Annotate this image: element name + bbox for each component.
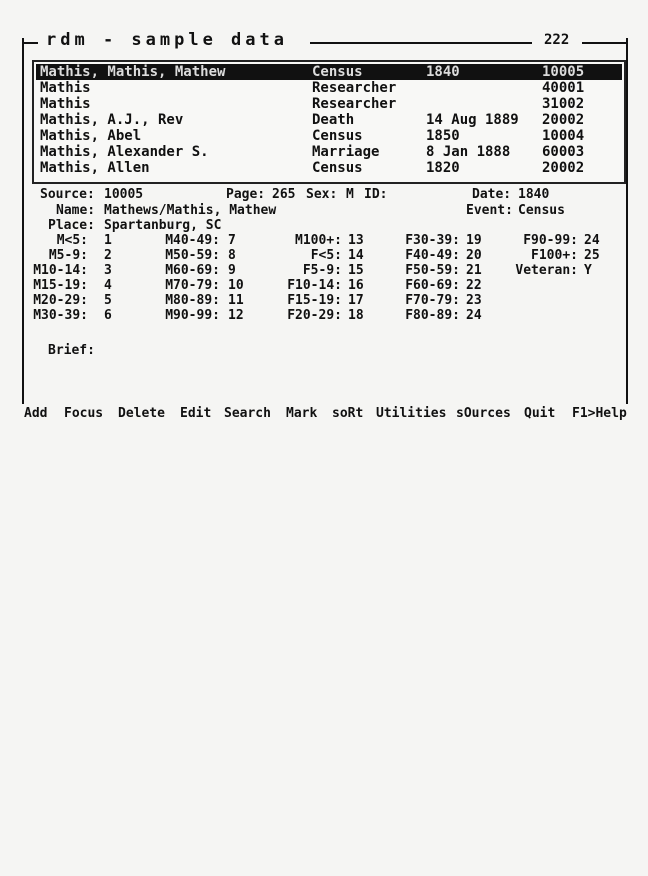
row-id: 10004 — [542, 128, 585, 144]
sex-label: Sex: — [306, 187, 338, 202]
tally-field[interactable]: 19 — [466, 233, 482, 248]
row-name: Mathis, Allen — [40, 160, 150, 176]
tally-field[interactable]: 6 — [104, 308, 112, 323]
tally-field[interactable]: 2 — [104, 248, 112, 263]
window-border-top — [24, 42, 38, 44]
window-border-top — [582, 42, 626, 44]
menu-bar — [22, 406, 628, 424]
row-id: 20002 — [542, 112, 585, 128]
source-label: Source: — [40, 187, 95, 202]
menu-sources[interactable]: sOurces — [456, 406, 511, 421]
tally-label: M5-9: — [48, 248, 88, 263]
tally-label: F60-69: — [405, 278, 460, 293]
tally-field[interactable]: 10 — [228, 278, 244, 293]
tally-label: F5-9: — [302, 263, 342, 278]
tally-label: M90-99: — [165, 308, 220, 323]
list-row[interactable] — [36, 144, 622, 160]
page-label: Page: — [226, 187, 266, 202]
menu-utilities[interactable]: Utilities — [376, 406, 447, 421]
row-event: Census — [312, 128, 363, 144]
tally-field[interactable]: 18 — [348, 308, 364, 323]
page-field[interactable]: 265 — [272, 187, 296, 202]
row-event: Researcher — [312, 96, 397, 112]
tally-field[interactable]: 23 — [466, 293, 482, 308]
menu-help[interactable]: F1>Help — [572, 406, 627, 421]
tally-field[interactable]: 24 — [584, 233, 600, 248]
tally-label: M50-59: — [165, 248, 220, 263]
veteran-field[interactable]: Y — [584, 263, 592, 278]
tally-field[interactable]: 1 — [104, 233, 112, 248]
tally-label: F20-29: — [287, 308, 342, 323]
tally-label: M40-49: — [165, 233, 220, 248]
tally-label: M60-69: — [165, 263, 220, 278]
list-row[interactable] — [36, 160, 622, 176]
event-label: Event: — [466, 203, 513, 218]
tally-label: F80-89: — [405, 308, 460, 323]
tally-field[interactable]: 24 — [466, 308, 482, 323]
source-field[interactable]: 10005 — [104, 187, 144, 202]
tally-label: F100+: — [531, 248, 578, 263]
tally-label: M70-79: — [165, 278, 220, 293]
tally-label: M<5: — [56, 233, 88, 248]
date-field[interactable]: 1840 — [518, 187, 550, 202]
list-row[interactable] — [36, 64, 622, 80]
tally-label: F<5: — [310, 248, 342, 263]
tally-label: F15-19: — [287, 293, 342, 308]
id-label: ID: — [364, 187, 388, 202]
tally-field[interactable]: 8 — [228, 248, 236, 263]
menu-search[interactable]: Search — [224, 406, 271, 421]
tally-field[interactable]: 25 — [584, 248, 600, 263]
record-list[interactable] — [32, 60, 626, 184]
tally-label: M15-19: — [33, 278, 88, 293]
tally-field[interactable]: 12 — [228, 308, 244, 323]
row-name: Mathis — [40, 80, 91, 96]
row-id: 40001 — [542, 80, 585, 96]
tally-field[interactable]: 7 — [228, 233, 236, 248]
tally-field[interactable]: 5 — [104, 293, 112, 308]
tally-label: F10-14: — [287, 278, 342, 293]
tally-label: F90-99: — [523, 233, 578, 248]
brief-label: Brief: — [48, 343, 95, 358]
tally-field[interactable]: 13 — [348, 233, 364, 248]
list-row[interactable] — [36, 128, 622, 144]
window-border-top — [310, 42, 532, 44]
tally-field[interactable]: 20 — [466, 248, 482, 263]
tally-field[interactable]: 11 — [228, 293, 244, 308]
date-label: Date: — [472, 187, 512, 202]
tally-field[interactable]: 4 — [104, 278, 112, 293]
row-event: Census — [312, 160, 363, 176]
tally-label: M20-29: — [33, 293, 88, 308]
menu-mark[interactable]: Mark — [286, 406, 318, 421]
list-row[interactable] — [36, 80, 622, 96]
tally-field[interactable]: 3 — [104, 263, 112, 278]
tally-field[interactable]: 9 — [228, 263, 236, 278]
place-field[interactable]: Spartanburg, SC — [104, 218, 222, 233]
record-count: 222 — [544, 32, 570, 48]
place-label: Place: — [48, 218, 95, 233]
row-event: Researcher — [312, 80, 397, 96]
row-id: 20002 — [542, 160, 585, 176]
row-date: 1840 — [426, 64, 460, 80]
veteran-label: Veteran: — [515, 263, 578, 278]
tally-label: M30-39: — [33, 308, 88, 323]
row-name: Mathis, Abel — [40, 128, 142, 144]
list-row[interactable] — [36, 112, 622, 128]
menu-quit[interactable]: Quit — [524, 406, 556, 421]
tally-label: F30-39: — [405, 233, 460, 248]
row-event: Marriage — [312, 144, 380, 160]
age-tally-grid — [0, 233, 648, 328]
tally-field[interactable]: 22 — [466, 278, 482, 293]
row-date: 1850 — [426, 128, 460, 144]
tally-field[interactable]: 15 — [348, 263, 364, 278]
menu-focus[interactable]: Focus — [64, 406, 104, 421]
row-date: 1820 — [426, 160, 460, 176]
row-name: Mathis, Alexander S. — [40, 144, 209, 160]
tally-label: F40-49: — [405, 248, 460, 263]
tally-field[interactable]: 14 — [348, 248, 364, 263]
tally-label: M80-89: — [165, 293, 220, 308]
menu-add[interactable]: Add — [24, 406, 48, 421]
name-field[interactable]: Mathews/Mathis, Mathew — [104, 203, 277, 218]
window-title: rdm - sample data — [46, 30, 288, 50]
row-date: 8 Jan 1888 — [426, 144, 511, 160]
tally-label: M10-14: — [33, 263, 88, 278]
tally-label: M100+: — [295, 233, 342, 248]
row-name: Mathis — [40, 96, 91, 112]
tally-label: F70-79: — [405, 293, 460, 308]
tally-field[interactable]: 16 — [348, 278, 364, 293]
window-border-right — [626, 38, 628, 404]
row-id: 60003 — [542, 144, 585, 160]
list-row[interactable] — [36, 96, 622, 112]
row-event: Death — [312, 112, 355, 128]
row-name: Mathis, Mathis, Mathew — [40, 64, 226, 80]
sex-field[interactable]: M — [346, 187, 354, 202]
row-event: Census — [312, 64, 363, 80]
row-date: 14 Aug 1889 — [426, 112, 519, 128]
row-id: 31002 — [542, 96, 585, 112]
row-id: 10005 — [542, 64, 585, 80]
menu-edit[interactable]: Edit — [180, 406, 212, 421]
name-label: Name: — [56, 203, 96, 218]
event-field[interactable]: Census — [518, 203, 565, 218]
menu-sort[interactable]: soRt — [332, 406, 364, 421]
tally-field[interactable]: 21 — [466, 263, 482, 278]
row-name: Mathis, A.J., Rev — [40, 112, 184, 128]
tally-label: F50-59: — [405, 263, 460, 278]
tally-field[interactable]: 17 — [348, 293, 364, 308]
menu-delete[interactable]: Delete — [118, 406, 165, 421]
